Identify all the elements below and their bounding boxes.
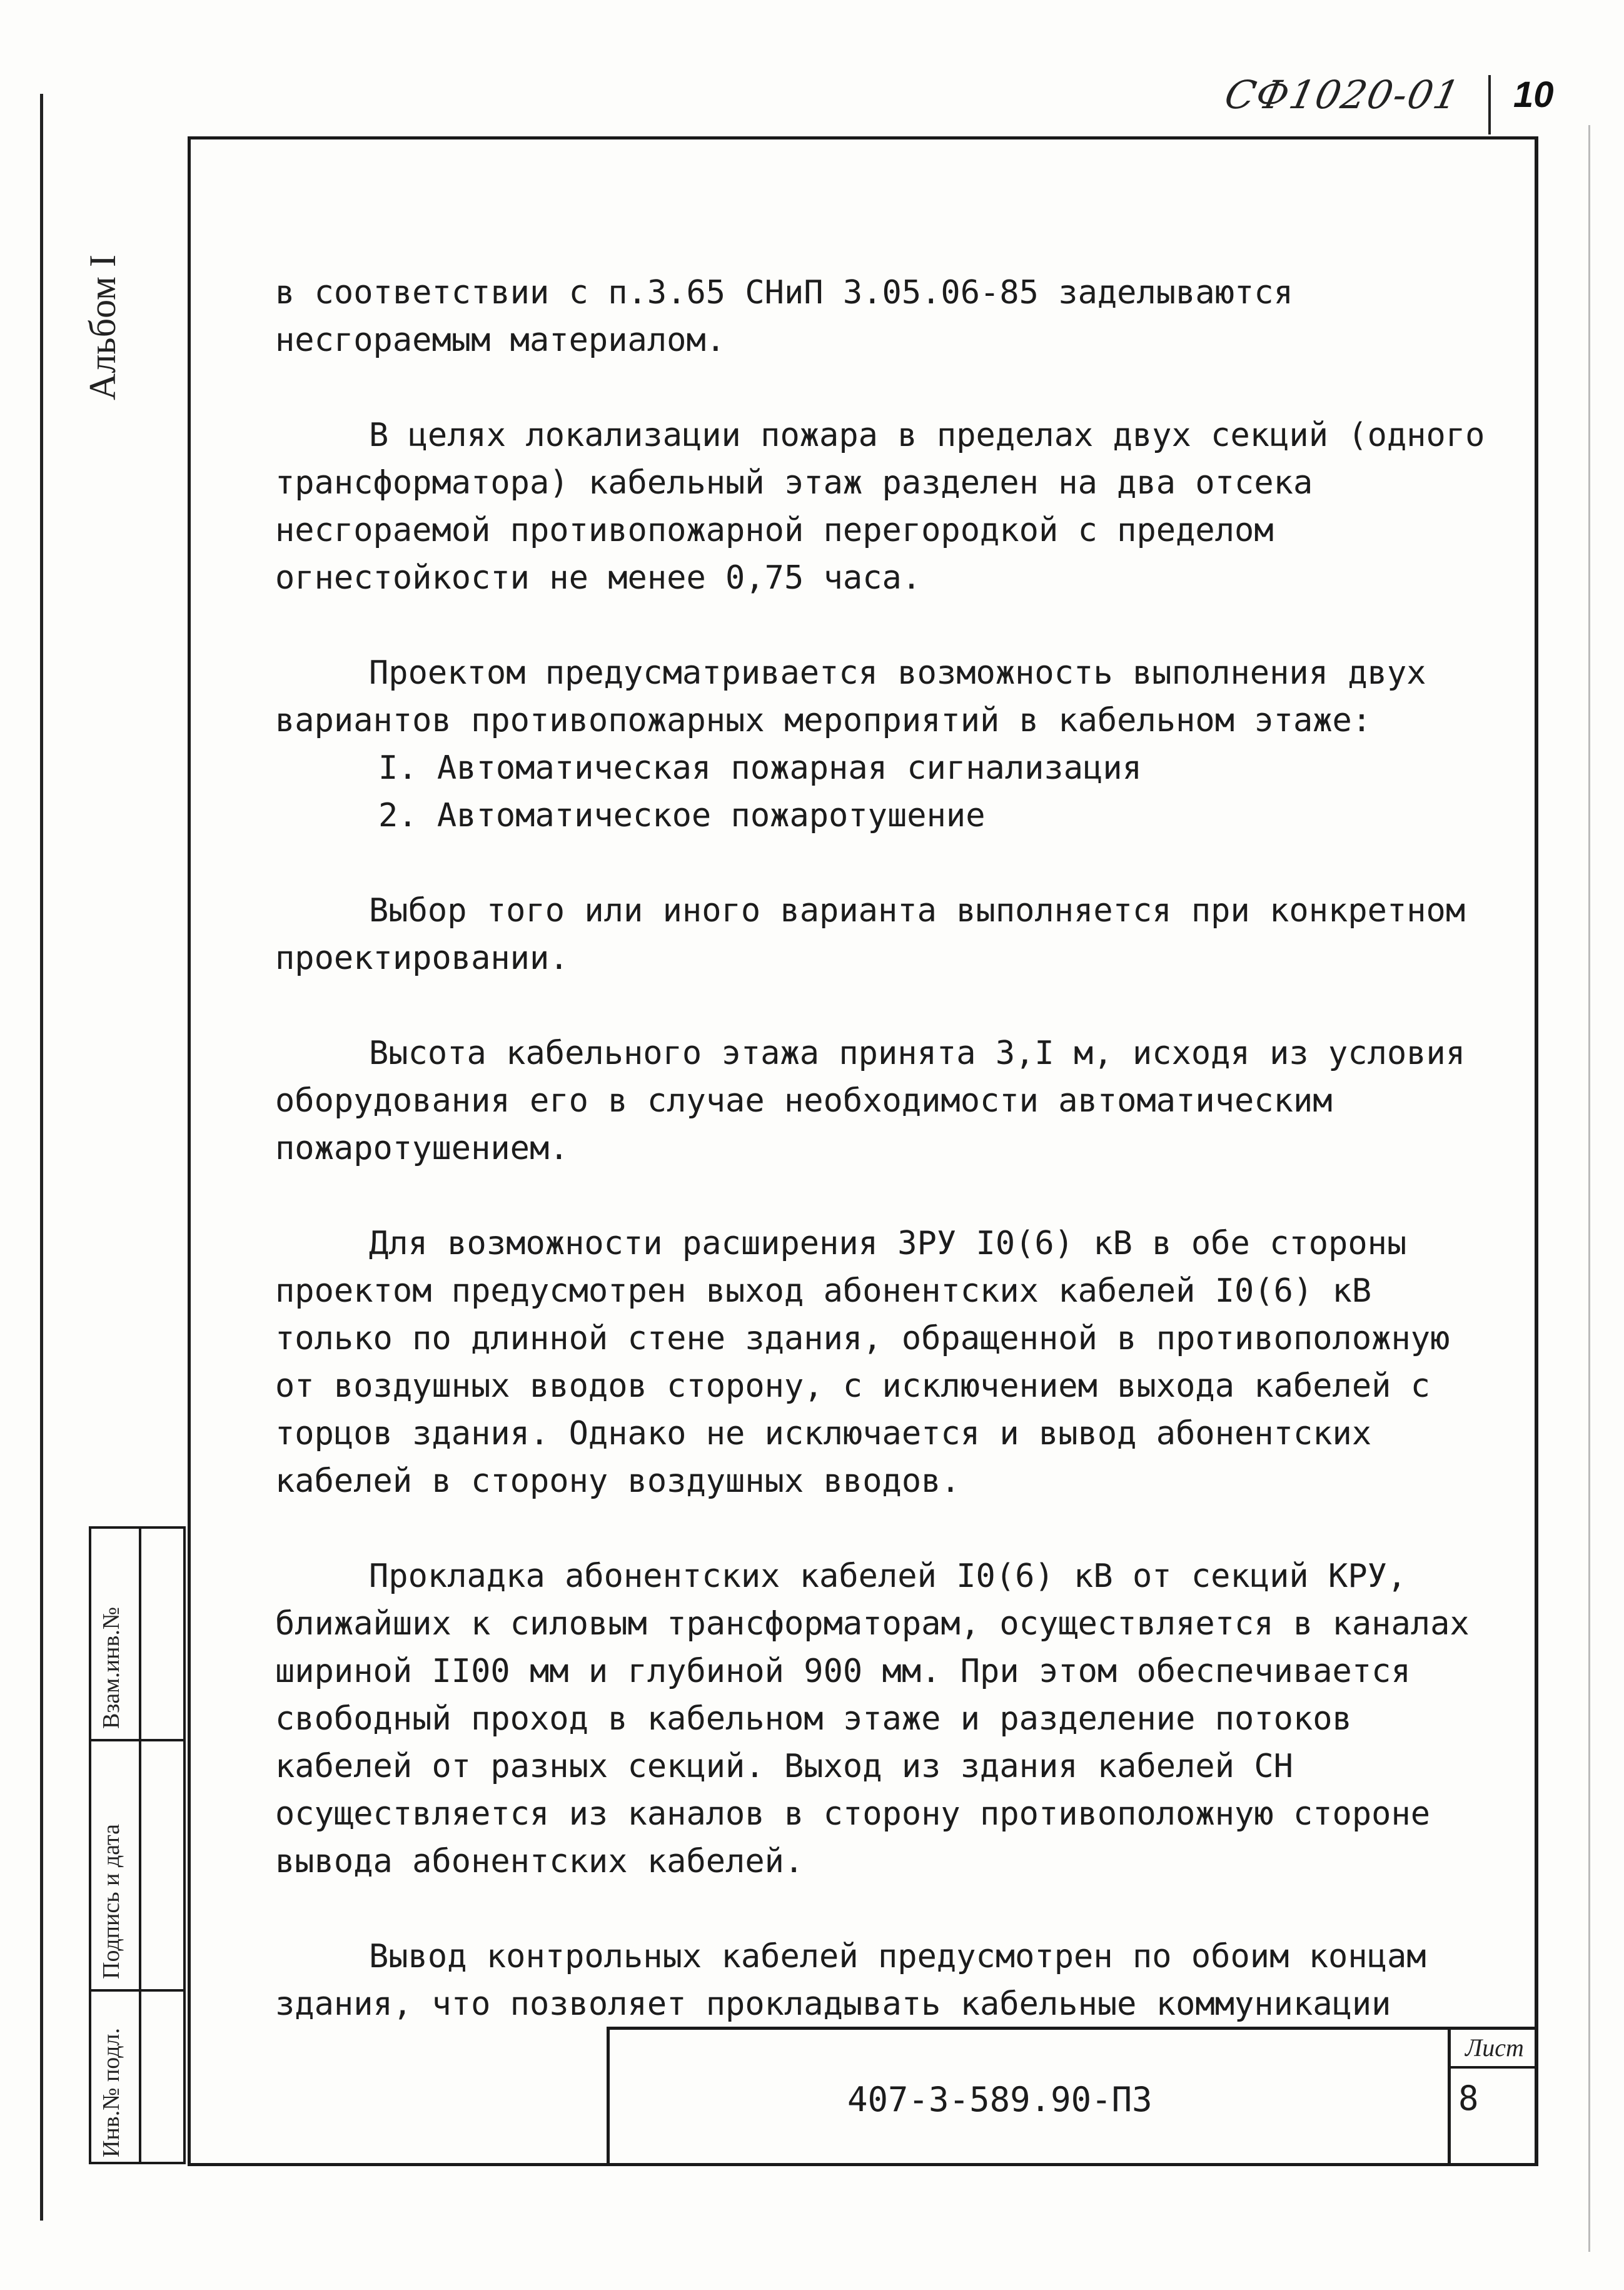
binding-line	[40, 94, 43, 2221]
sheet-label: Лист	[1451, 2030, 1538, 2069]
sheet-cell	[1448, 2030, 1538, 2166]
sheet-number: 8	[1458, 2079, 1479, 2118]
stamp-cell-inventory	[91, 1992, 183, 2167]
paragraph-8: Вывод контрольных кабелей предусмотрен по обоим концам здания, что позволяет прокладывать кабельные коммуникации	[275, 1938, 1426, 2023]
paragraph-7: Прокладка абонентских кабелей I0(6) кВ от секций КРУ, ближайших к силовым трансформаторам, осуществляется в каналах шириной II00 мм и глубиной 900 мм. При этом обеспечивается свободный проход в кабельном этаже и разделение потоков кабелей от разных секций. Выход из здания кабелей СН осуществляется из каналов в сторону противоположную стороне вывода абонентских кабелей.	[275, 1558, 1470, 1880]
page-number: 10	[1513, 74, 1554, 115]
paragraph-6: Для возможности расширения ЗРУ I0(6) кВ в обе стороны проектом предусмотрен выход абонентских кабелей I0(6) кВ только по длинной стене здания, обращенной в противоположную от воздушных вводов сторону, с исключением выхода кабелей с торцов здания. Однако не исключается и вывод абонентских кабелей в сторону воздушных вводов.	[275, 1225, 1450, 1500]
stamp-label-inventory: Инв.№ подл.	[98, 2027, 124, 2157]
paragraph-5: Высота кабельного этажа принята 3,I м, исходя из условия оборудования его в случае необходимости автоматическим пожаротушением.	[275, 1035, 1466, 1167]
title-block	[607, 2027, 1538, 2166]
stamp-label-signature: Подпись и дата	[98, 1823, 124, 1979]
album-label: Альбом I	[82, 255, 123, 400]
list-item-2: 2. Автоматическое пожаротушение	[378, 797, 986, 834]
paragraph-4: Выбор того или иного варианта выполняется при конкретном проектировании.	[275, 892, 1466, 977]
page-edge-line	[1588, 125, 1590, 2252]
page-number-separator	[1488, 75, 1491, 134]
stamp-cell-replacement	[91, 1529, 183, 1741]
paragraph-3: Проектом предусматривается возможность выполнения двух вариантов противопожарных мероприятий в кабельном этаже:	[275, 654, 1426, 739]
body-text	[275, 269, 1501, 2075]
paragraph-1: в соответствии с п.3.65 СНиП 3.05.06-85 заделываются несгораемым материалом.	[275, 274, 1293, 359]
stamp-cell-signature	[91, 1741, 183, 1992]
document-code: 407-3-589.90-ПЗ	[847, 2080, 1152, 2119]
left-stamp-block	[89, 1526, 186, 2164]
handwritten-code: СФ1020-01	[1221, 72, 1465, 118]
list-item-1: I. Автоматическая пожарная сигнализация	[378, 749, 1142, 787]
stamp-label-replacement: Взам.инв.№	[98, 1606, 124, 1729]
paragraph-2: В целях локализации пожара в пределах двух секций (одного трансформатора) кабельный этаж разделен на два отсека несгораемой противопожарной перегородкой с пределом огнестойкости не менее 0,75 часа.	[275, 417, 1485, 597]
